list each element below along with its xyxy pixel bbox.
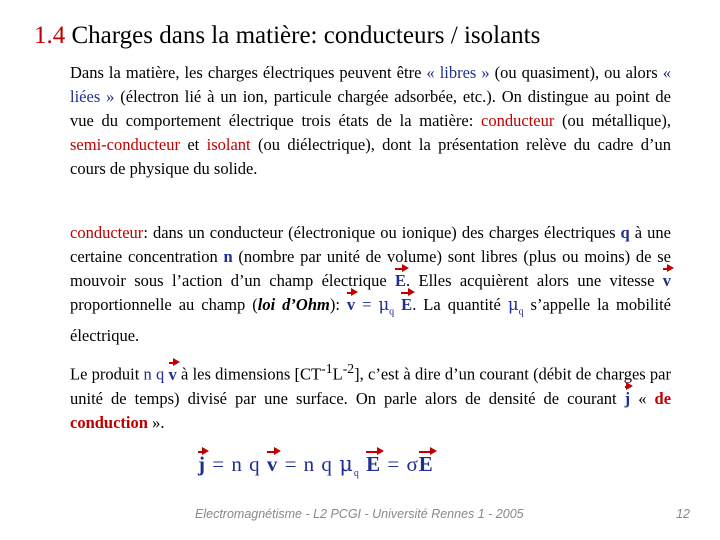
term-libres: « libres »: [426, 63, 490, 82]
symbol-mu: μ: [339, 452, 354, 476]
text: (ou métallique),: [554, 111, 671, 130]
text: (ou diélectrique), dont la présentation relève du cadre d’un cours de physique du solide.: [70, 135, 671, 178]
text: (ou quasiment), ou alors: [489, 63, 663, 82]
symbol-sigma: σ: [406, 452, 419, 476]
vector-v: v: [169, 363, 177, 387]
text: : dans un conducteur (électronique ou ionique) des charges électriques: [143, 223, 621, 242]
text: et: [179, 135, 207, 154]
text: «: [630, 388, 655, 408]
equation-part: = n q: [278, 452, 340, 476]
term-conducteur: conducteur: [481, 111, 555, 130]
term-de-conduction: de conduction: [70, 388, 672, 432]
text: ):: [329, 295, 347, 314]
text: (nombre par unité de volume) sont libres (plus ou moins) de se mouvoir sous l’action d’un champ électrique: [70, 247, 671, 290]
vector-E: E: [401, 293, 412, 317]
text: à les dimensions [CT: [176, 364, 322, 384]
text: à une certaine concentration: [70, 223, 671, 266]
paragraph-courant: [70, 357, 671, 435]
text: proportionnelle au champ (: [70, 295, 258, 314]
subscript-q: q: [389, 306, 395, 318]
text: . Elles acquièrent alors une vitesse: [406, 271, 663, 290]
vector-v: v: [266, 452, 279, 476]
text: Le produit: [70, 364, 144, 384]
text: . La quantité: [412, 295, 508, 314]
symbol-nq: n q: [143, 364, 169, 384]
term-liees: « liées »: [70, 63, 671, 106]
vector-v: v: [663, 269, 671, 293]
vector-E: E: [418, 452, 434, 476]
equation-part: =: [381, 452, 407, 476]
term-semi-conducteur: semi-conducteur: [70, 135, 180, 154]
slide-title: [34, 20, 694, 52]
title-text: Charges dans la matière: conducteurs / isolants: [71, 22, 541, 49]
term-loi-ohm: loi d’Ohm: [257, 295, 330, 314]
text: Dans la matière, les charges électriques peuvent être: [70, 63, 427, 82]
symbol-q: q: [620, 223, 630, 242]
vector-v: v: [347, 293, 355, 317]
text: L: [332, 364, 343, 384]
title-number: 1.4: [34, 22, 66, 49]
subscript-q: q: [518, 306, 524, 318]
vector-E: E: [395, 269, 406, 293]
subscript-q: q: [353, 468, 360, 480]
paragraph-conducteur: [70, 221, 671, 348]
vector-j: j: [198, 452, 206, 476]
superscript: -2: [342, 361, 355, 376]
footer-text: Electromagnétisme - L2 PCGI - Université Rennes 1 - 2005: [195, 507, 524, 521]
main-equation: [198, 452, 434, 479]
text: (électron lié à un ion, particule chargée adsorbée, etc.). On distingue au point de vue du comportement électrique trois états de la matière:: [70, 87, 671, 130]
paragraph-intro: [70, 61, 671, 181]
term-isolant: isolant: [206, 135, 251, 154]
page-number: 12: [676, 507, 690, 521]
symbol-n: n: [223, 247, 233, 266]
text: s’appelle la mobilité électrique.: [70, 295, 671, 346]
term-conducteur-heading: conducteur: [70, 223, 144, 242]
vector-E: E: [366, 452, 382, 476]
text: ], c’est à dire d’un courant (débit de charges par unité de temps) divisé par une surface. On parle alors de densité de courant: [70, 364, 671, 408]
symbol-mu: μ: [507, 295, 519, 314]
symbol-mu: μ: [378, 295, 390, 314]
vector-j: j: [625, 387, 631, 411]
equals: =: [355, 295, 379, 314]
equation-part: = n q: [206, 452, 267, 476]
text: ».: [147, 412, 165, 432]
superscript: -1: [321, 361, 333, 376]
